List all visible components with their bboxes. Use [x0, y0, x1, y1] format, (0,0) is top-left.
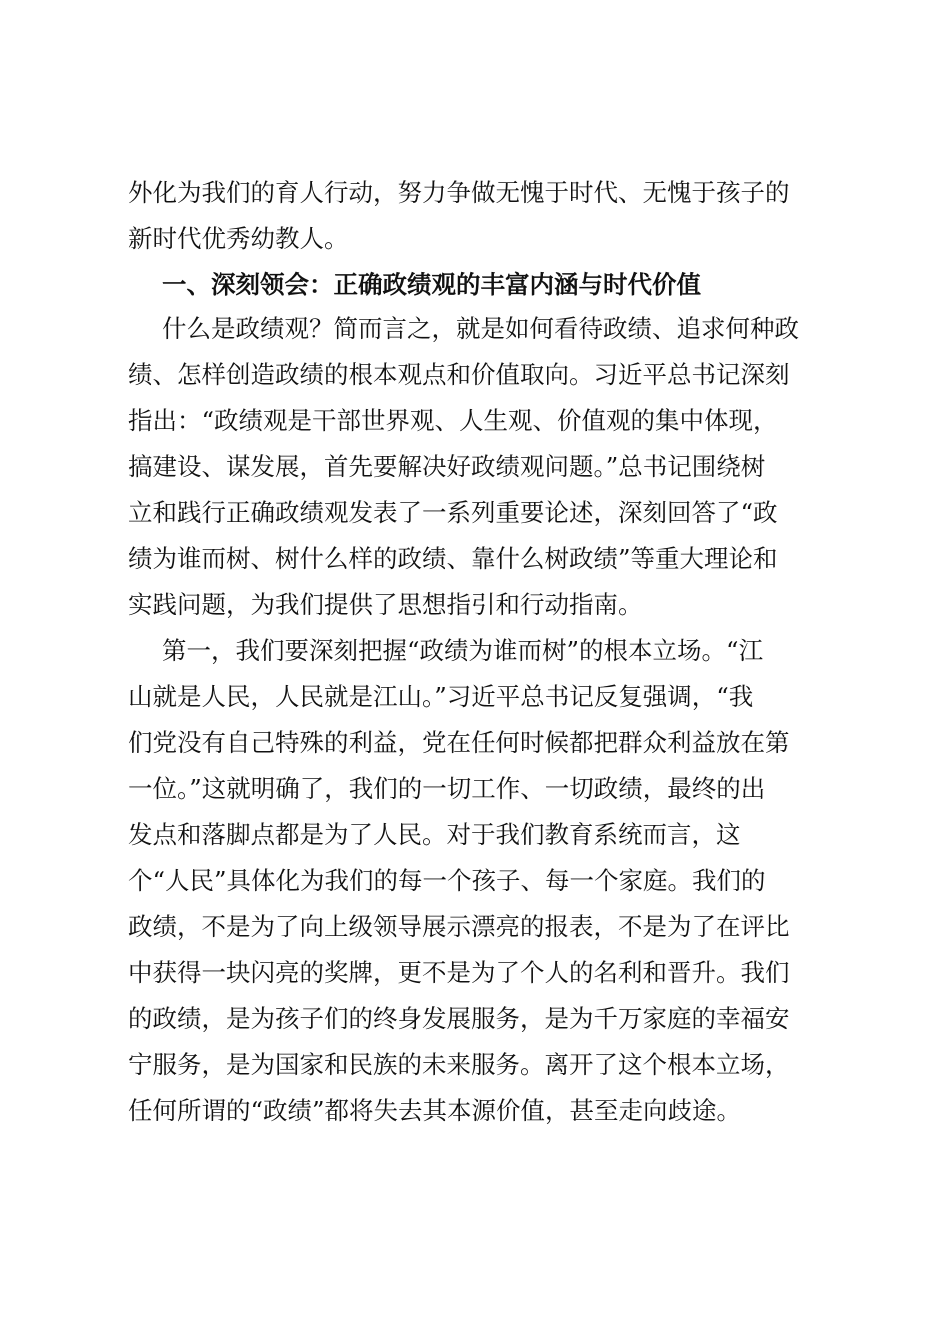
text-line: 的政绩，是为孩子们的终身发展服务，是为千万家庭的幸福安 [128, 1004, 790, 1033]
text-line: 第一，我们要深刻把握“政绩为谁而树”的根本立场。“江 [162, 636, 764, 665]
text-line: 绩为谁而树、树什么样的政绩、靠什么树政绩”等重大理论和 [128, 544, 778, 573]
text-line: 绩、怎样创造政绩的根本观点和价值取向。习近平总书记深刻 [128, 360, 790, 389]
text-line: 一位。”这就明确了，我们的一切工作、一切政绩，最终的出 [128, 774, 766, 803]
text-line: 山就是人民，人民就是江山。”习近平总书记反复强调，“我 [128, 682, 754, 711]
text-line: 立和践行正确政绩观发表了一系列重要论述，深刻回答了“政 [128, 498, 778, 527]
text-line: 中获得一块闪亮的奖牌，更不是为了个人的名利和晋升。我们 [128, 958, 790, 987]
section-heading: 一、深刻领会：正确政绩观的丰富内涵与时代价值 [162, 270, 701, 299]
text-line: 政绩，不是为了向上级领导展示漂亮的报表，不是为了在评比 [128, 912, 790, 941]
text-line: 外化为我们的育人行动，努力争做无愧于时代、无愧于孩子的 [128, 178, 790, 207]
text-line: 宁服务，是为国家和民族的未来服务。离开了这个根本立场， [128, 1050, 790, 1079]
text-line: 搞建设、谋发展，首先要解决好政绩观问题。”总书记围绕树 [128, 452, 766, 481]
text-line: 发点和落脚点都是为了人民。对于我们教育系统而言，这 [128, 820, 741, 849]
text-line: 什么是政绩观？简而言之，就是如何看待政绩、追求何种政 [162, 314, 799, 343]
text-line: 们党没有自己特殊的利益，党在任何时候都把群众利益放在第 [128, 728, 790, 757]
text-line: 指出：“政绩观是干部世界观、人生观、价值观的集中体现， [128, 406, 778, 435]
text-line: 任何所谓的“政绩”都将失去其本源价值，甚至走向歧途。 [128, 1096, 742, 1125]
text-line: 个“人民”具体化为我们的每一个孩子、每一个家庭。我们的 [128, 866, 766, 895]
text-line: 新时代优秀幼教人。 [128, 224, 349, 253]
text-line: 实践问题，为我们提供了思想指引和行动指南。 [128, 590, 643, 619]
